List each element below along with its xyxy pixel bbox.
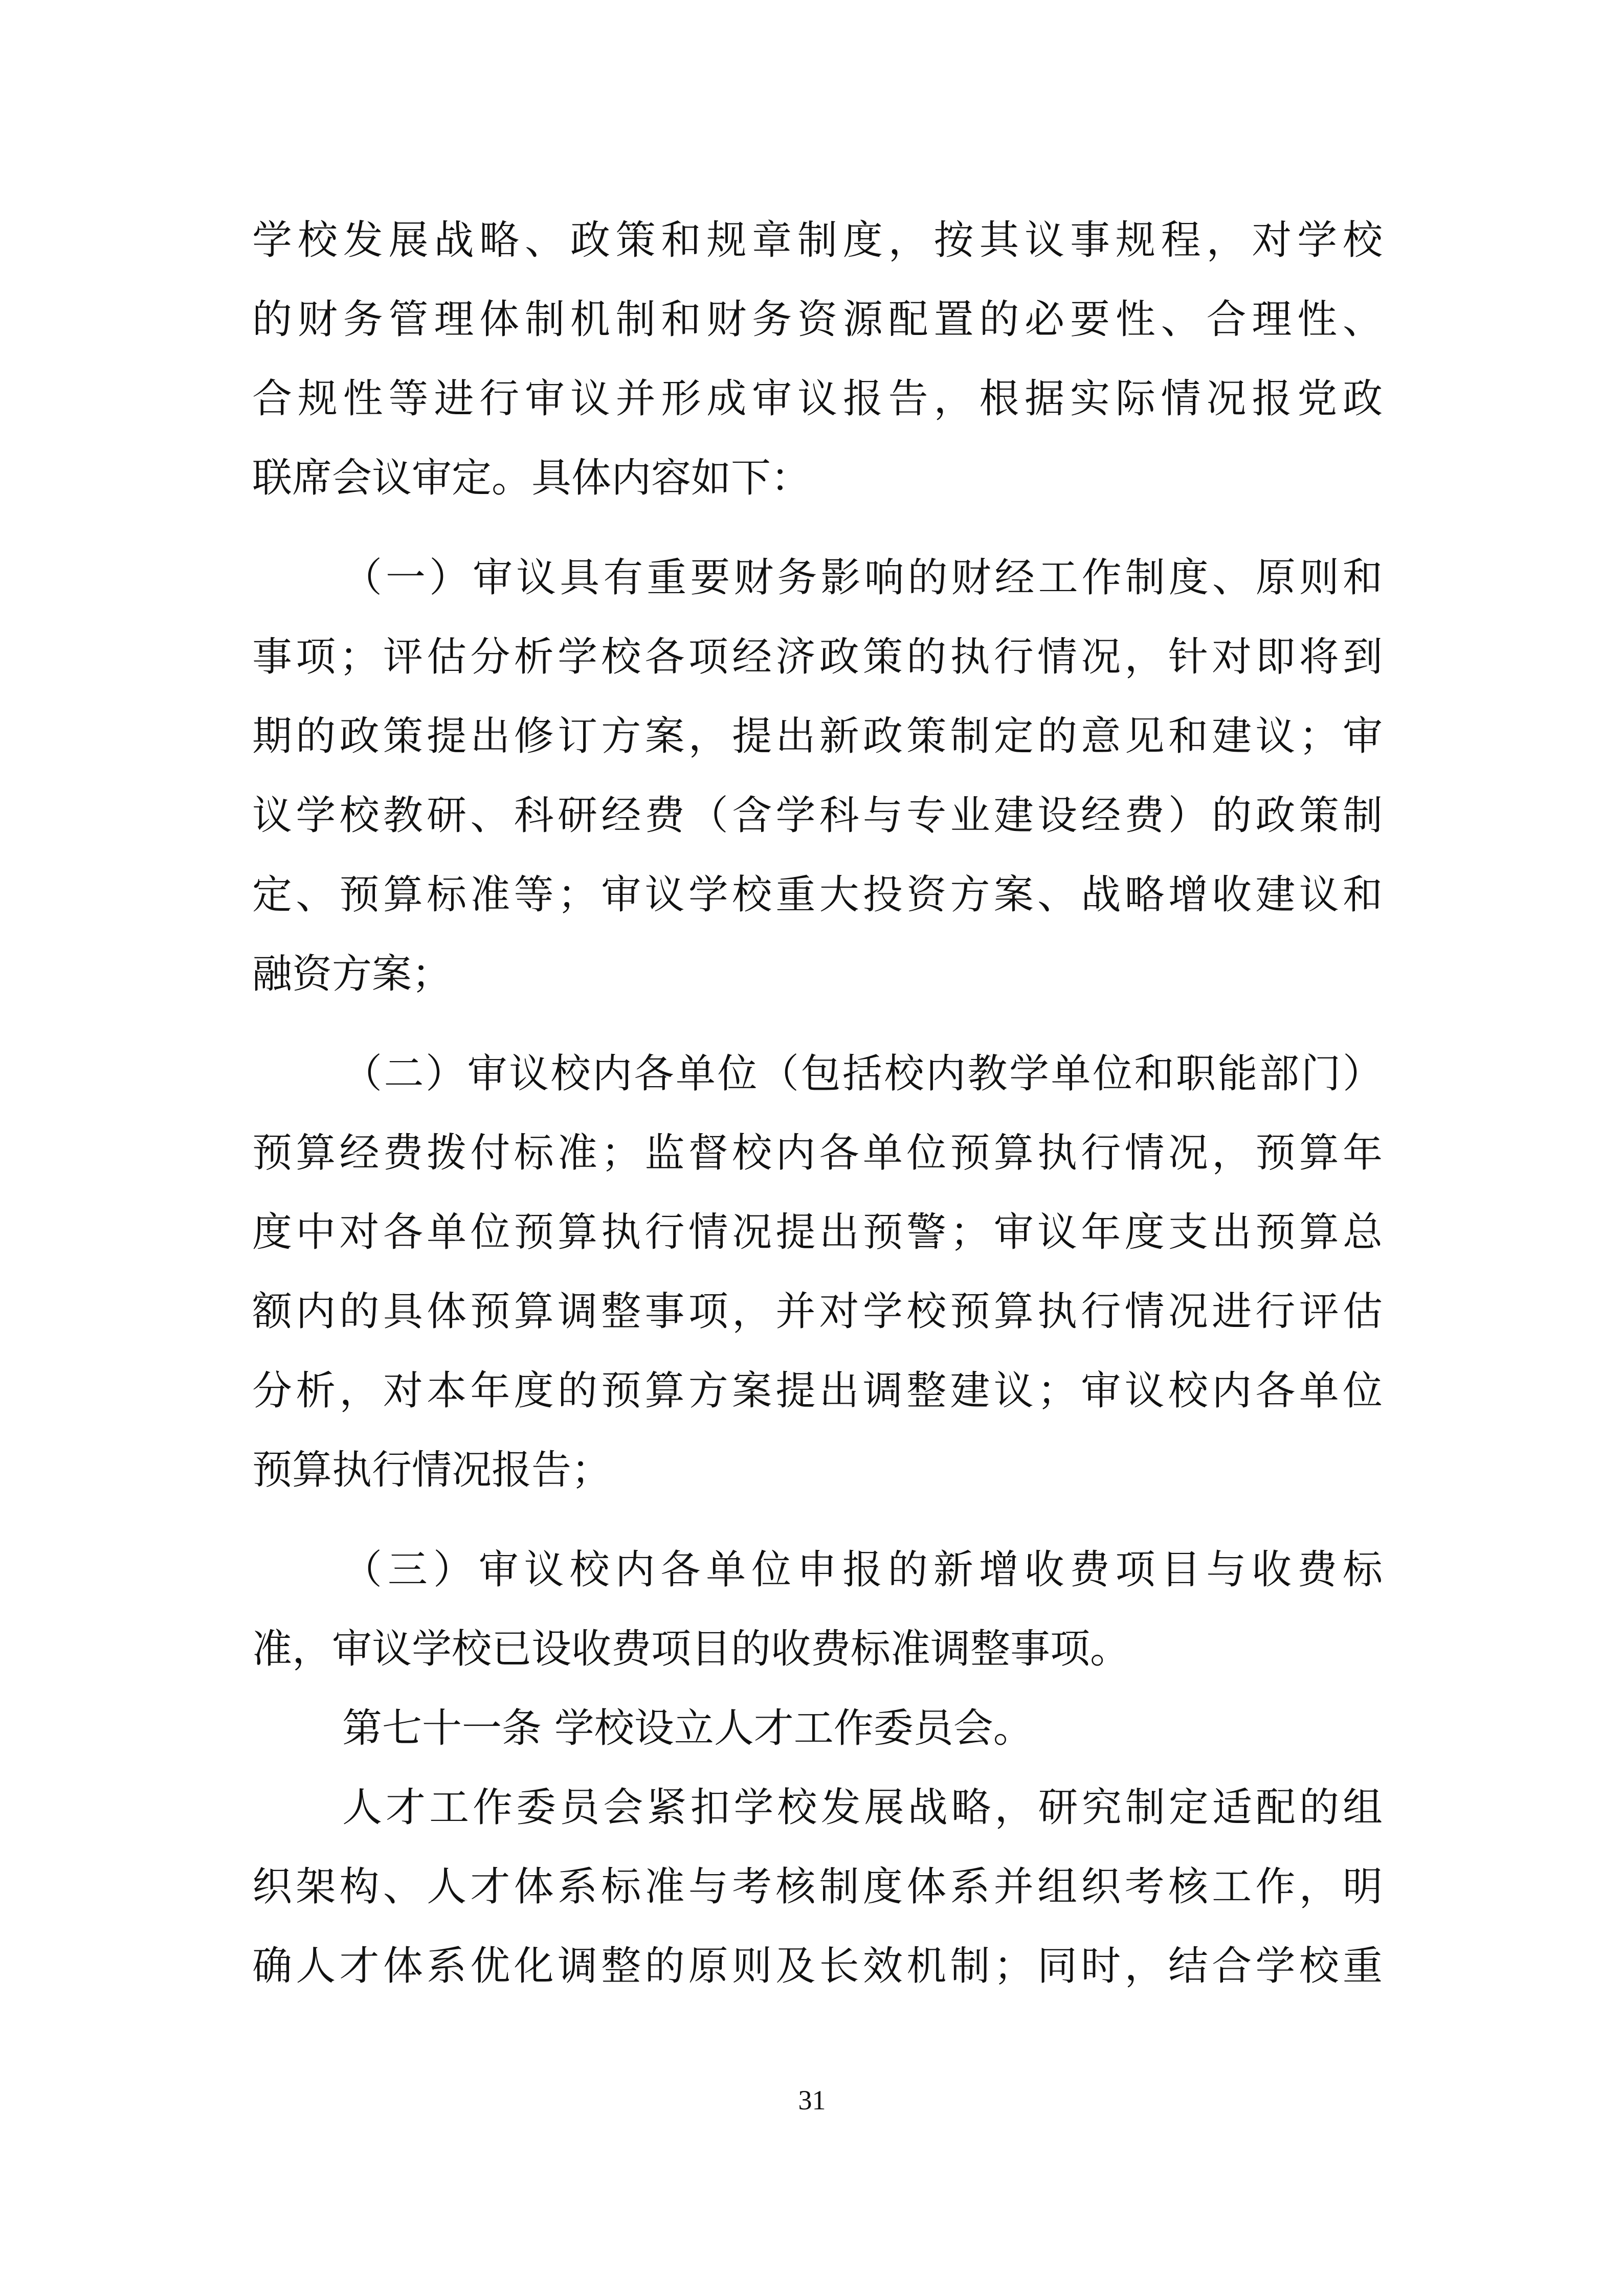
- body-text-line: 分析，对本年度的预算方案提出调整建议；审议校内各单位: [252, 1368, 1383, 1414]
- body-text-line: 学校发展战略、政策和规章制度，按其议事规程，对学校: [252, 217, 1383, 263]
- body-text-line: 额内的具体预算调整事项，并对学校预算执行情况进行评估: [252, 1289, 1383, 1335]
- body-text-line: 度中对各单位预算执行情况提出预警；审议年度支出预算总: [252, 1209, 1383, 1255]
- body-text-line: 联席会议审定。具体内容如下：: [252, 455, 811, 501]
- body-text-line: 融资方案；: [252, 951, 452, 997]
- body-text-line: （二）审议校内各单位（包括校内教学单位和职能部门）: [342, 1051, 1383, 1097]
- body-text-line: 确人才体系优化调整的原则及长效机制；同时，结合学校重: [252, 1943, 1383, 1989]
- body-text-line: 织架构、人才体系标准与考核制度体系并组织考核工作，明: [252, 1864, 1383, 1910]
- body-text-line: 议学校教研、科研经费（含学科与专业建设经费）的政策制: [252, 793, 1383, 839]
- body-text-line: 预算经费拨付标准；监督校内各单位预算执行情况，预算年: [252, 1130, 1383, 1176]
- body-text-line: 准，审议学校已设收费项目的收费标准调整事项。: [252, 1626, 1130, 1672]
- body-text-line: 的财务管理体制机制和财务资源配置的必要性、合理性、: [252, 297, 1383, 343]
- body-text-line: （一）审议具有重要财务影响的财经工作制度、原则和: [342, 555, 1383, 601]
- body-text-line: 人才工作委员会紧扣学校发展战略，研究制定适配的组: [342, 1785, 1383, 1831]
- body-text-line: 合规性等进行审议并形成审议报告，根据实际情况报党政: [252, 376, 1383, 422]
- body-text-line: 定、预算标准等；审议学校重大投资方案、战略增收建议和: [252, 872, 1383, 918]
- article-heading: 第七十一条 学校设立人才工作委员会。: [342, 1705, 1033, 1751]
- body-text-line: 预算执行情况报告；: [252, 1447, 612, 1493]
- body-text-line: 期的政策提出修订方案，提出新政策制定的意见和建议；审: [252, 713, 1383, 759]
- page-number: 31: [798, 2085, 826, 2115]
- body-text-line: 事项；评估分析学校各项经济政策的执行情况，针对即将到: [252, 634, 1383, 680]
- body-text-line: （三）审议校内各单位申报的新增收费项目与收费标: [342, 1547, 1383, 1593]
